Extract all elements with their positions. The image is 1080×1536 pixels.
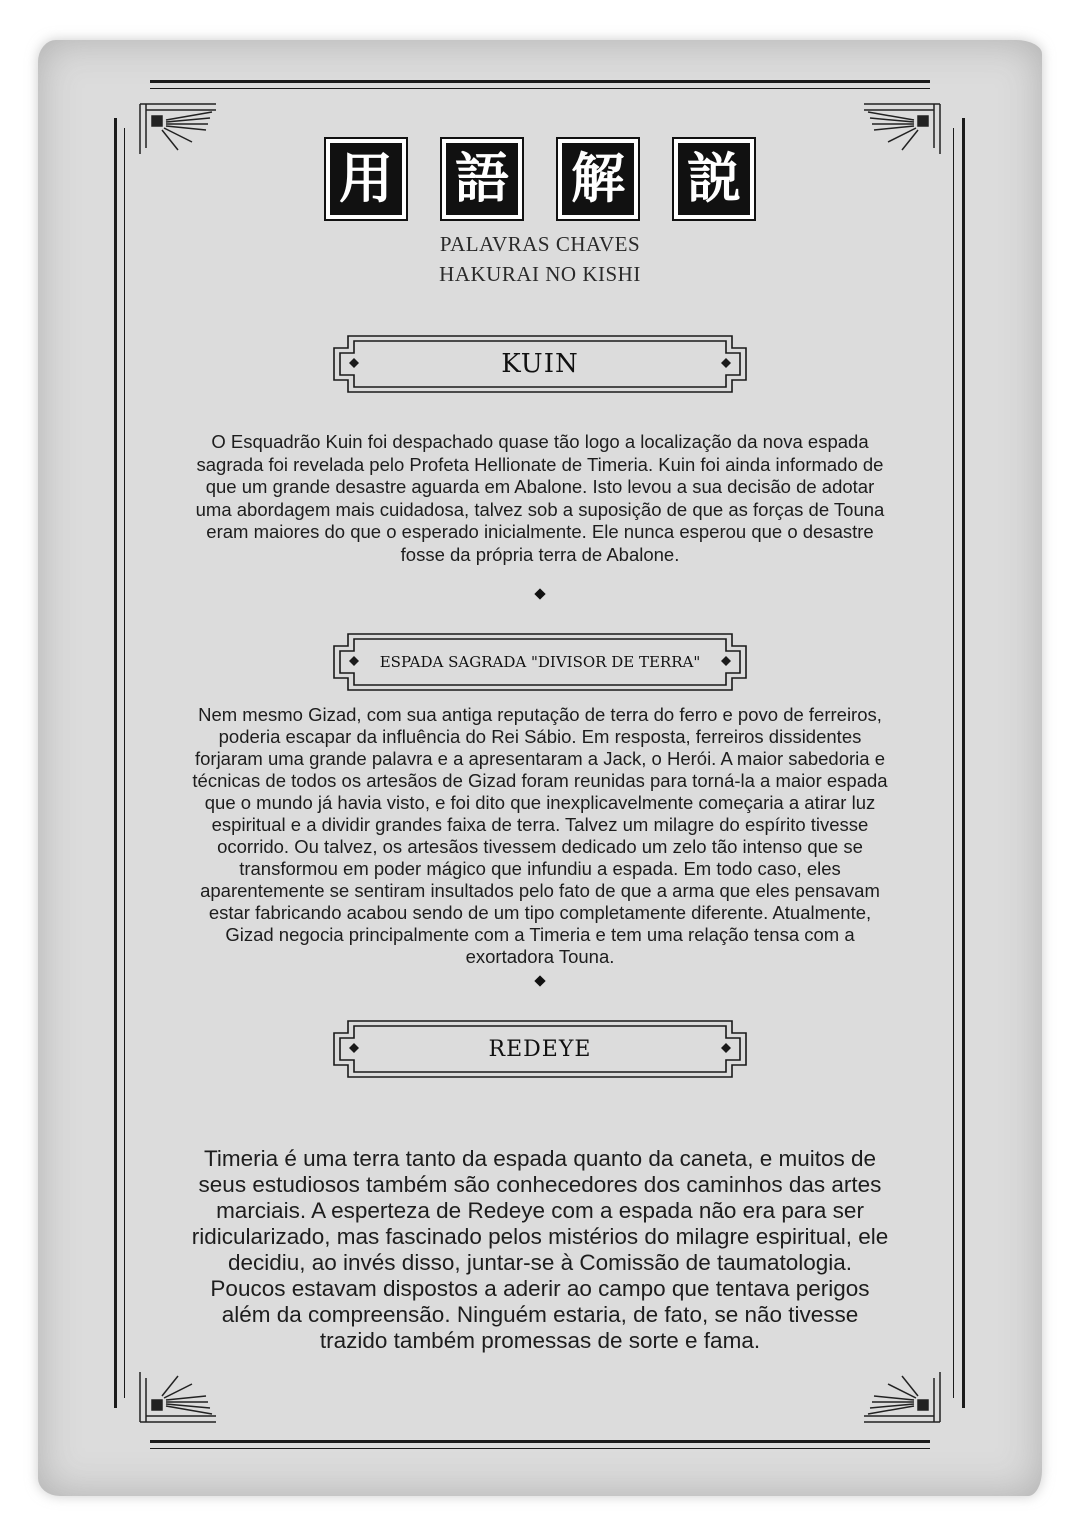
kanji-box <box>440 137 524 221</box>
section-title: REDEYE <box>488 1036 592 1062</box>
section-body-redeye: Timeria é uma terra tanto da espada quanto da caneta, e muitos de seus estudiosos também são conhecedores dos caminhos das artes marciais. A esperteza de Redeye com a espada não era para ser ridicularizado, mas fascinado pelos mistérios do milagre espiritual, ele decidiu, ao invés disso, juntar-se à Comissão de taumatologia. Poucos estavam dispostos a aderir ao campo que tentava perigos além da compreensão. Ninguém estaria, de fato, se não tivesse trazido também promessas de sorte e fama. <box>191 1146 889 1353</box>
corner-ornament-bottom-right <box>858 1366 948 1428</box>
section-banner-kuin <box>332 334 748 394</box>
frame-top-line <box>150 80 930 83</box>
kanji-box <box>324 137 408 221</box>
subtitle-line-1: PALAVRAS CHAVES <box>439 232 641 256</box>
frame-left-line <box>114 118 117 1408</box>
frame-bottom-line-inner <box>150 1448 930 1449</box>
kanji-box <box>556 137 640 221</box>
frame-bottom-line <box>150 1440 930 1443</box>
section-banner-redeye <box>332 1019 748 1079</box>
frame-right-line-inner <box>953 128 954 1398</box>
section-banner-espada-sagrada <box>332 632 748 692</box>
corner-ornament-top-left <box>132 98 222 160</box>
corner-ornament-bottom-left <box>132 1366 222 1428</box>
corner-ornament-top-right <box>858 98 948 160</box>
kanji-char: 解 <box>562 143 634 215</box>
kanji-box <box>672 137 756 221</box>
section-body-kuin: O Esquadrão Kuin foi despachado quase tão logo a localização da nova espada sagrada foi revelada pelo Profeta Hellionate de Timeria. Kuin foi ainda informado de que um grande desastre aguarda em Abalone. Isto levou a sua decisão de adotar uma abordagem mais cuidadosa, talvez sob a suposição de que as forças de Touna eram maiores do que o esperado inicialmente. Ele nunca esperou que o desastre fosse da própria terra de Abalone. <box>195 431 885 565</box>
kanji-char: 説 <box>678 143 750 215</box>
section-title: KUIN <box>501 349 579 379</box>
kanji-char: 語 <box>446 143 518 215</box>
kanji-char: 用 <box>330 143 402 215</box>
frame-top-line-inner <box>150 88 930 89</box>
section-title: ESPADA SAGRADA "DIVISOR DE TERRA" <box>379 653 701 671</box>
frame-right-line <box>962 118 965 1408</box>
frame-left-line-inner <box>124 128 125 1398</box>
section-body-espada-sagrada: Nem mesmo Gizad, com sua antiga reputação de terra do ferro e povo de ferreiros, poderia escapar da influência do Rei Sábio. Em resposta, ferreiros dissidentes forjaram uma grande palavra e a apresentaram a Jack, o Herói. A maior sabedoria e técnicas de todos os artesãos de Gizad foram reunidas para torná-la a maior espada que o mundo já havia visto, e foi dito que inexplicavelmente começaria a atirar luz espiritual e a dividir grandes faixa de terra. Talvez um milagre do espírito tivesse ocorrido. Ou talvez, os artesãos tivessem dedicado um zelo tão intenso que se transformou em poder mágico que infundiu a espada. Em todo caso, eles aparentemente se sentiram insultados pelo fato de que a arma que eles pensavam estar fabricando acabou sendo de um tipo completamente diferente. Atualmente, Gizad negocia principalmente com a Timeria e tem uma relação tensa com a exortadora Touna. <box>192 704 888 967</box>
title-kanji-row <box>324 137 756 225</box>
subtitle-line-2: HAKURAI NO KISHI <box>439 262 641 286</box>
